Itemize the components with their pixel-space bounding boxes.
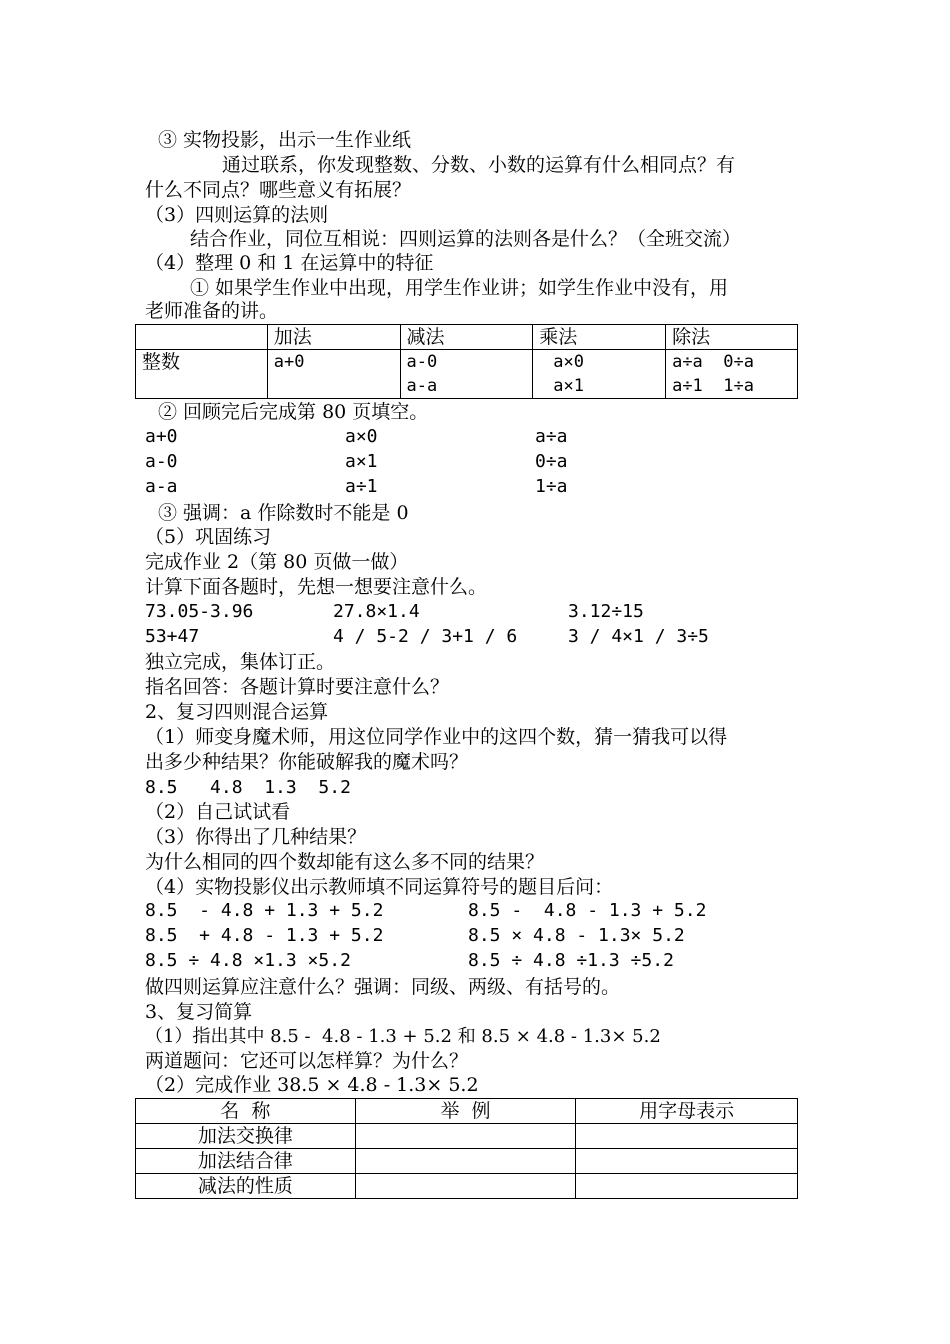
text-line: 什么不同点？哪些意义有拓展？ <box>145 179 412 201</box>
table-header-cell <box>136 325 268 350</box>
mixed-item: 8.5 + 4.8 - 1.3 + 5.2 <box>145 925 384 946</box>
text-line: 两道题问：它还可以怎样算？为什么？ <box>145 1050 469 1072</box>
table-cell <box>576 1149 798 1174</box>
section-heading: （5）巩固练习 <box>145 526 272 548</box>
text-line: 结合作业，同位互相说：四则运算的法则各是什么？（全班交流） <box>190 228 742 250</box>
law-name-cell: 减法的性质 <box>136 1174 356 1199</box>
fill-item: a-a <box>145 476 178 497</box>
section-heading: （4）整理 0 和 1 在运算中的特征 <box>145 252 434 274</box>
table-cell: a+0 <box>267 350 400 399</box>
text-line: （2）完成作业 38.5 × 4.8 - 1.3× 5.2 <box>145 1074 479 1096</box>
fill-item: a÷a <box>535 426 568 447</box>
section-heading: 2、复习四则混合运算 <box>145 701 329 723</box>
mixed-item: 8.5 × 4.8 - 1.3× 5.2 <box>468 925 685 946</box>
text-line: 计算下面各题时，先想一想要注意什么。 <box>145 576 488 598</box>
fill-item: 1÷a <box>535 476 568 497</box>
text-line: ① 如果学生作业中出现，用学生作业讲；如学生作业中没有，用 <box>190 277 729 299</box>
text-line: 完成作业 2（第 80 页做一做） <box>145 551 409 573</box>
section-heading: 3、复习简算 <box>145 1001 253 1023</box>
table-header-cell: 加法 <box>267 325 400 350</box>
law-name-cell: 加法结合律 <box>136 1149 356 1174</box>
practice-item: 3 / 4×1 / 3÷5 <box>568 626 709 647</box>
mixed-item: 8.5 - 4.8 + 1.3 + 5.2 <box>145 900 384 921</box>
mixed-item: 8.5 ÷ 4.8 ÷1.3 ÷5.2 <box>468 950 674 971</box>
fill-item: a×1 <box>345 451 378 472</box>
table-header-cell: 用字母表示 <box>576 1099 798 1124</box>
table-header-cell: 乘法 <box>533 325 666 350</box>
fill-item: a-0 <box>145 451 178 472</box>
fill-item: a÷1 <box>345 476 378 497</box>
section-heading: （3）四则运算的法则 <box>145 204 329 226</box>
text-line: （2）自己试试看 <box>145 801 291 823</box>
text-line: （4）实物投影仪出示教师填不同运算符号的题目后问： <box>145 876 614 898</box>
text-line: 做四则运算应注意什么？强调：同级、两级、有括号的。 <box>145 976 621 998</box>
table-header-cell: 除法 <box>666 325 798 350</box>
table-cell <box>576 1174 798 1199</box>
table-cell <box>355 1124 576 1149</box>
practice-item: 27.8×1.4 <box>333 601 420 622</box>
table-cell: a-0 a-a <box>400 350 533 399</box>
table-cell: a×0 a×1 <box>533 350 666 399</box>
table-header-cell: 减法 <box>400 325 533 350</box>
text-line: 为什么相同的四个数却能有这么多不同的结果？ <box>145 851 545 873</box>
table-header-cell: 名 称 <box>136 1099 356 1124</box>
fill-item: a×0 <box>345 426 378 447</box>
table-cell <box>355 1149 576 1174</box>
text-line: （1）指出其中 8.5 - 4.8 - 1.3 + 5.2 和 8.5 × 4.8 - 1.3× 5.2 <box>145 1026 661 1047</box>
mixed-item: 8.5 ÷ 4.8 ×1.3 ×5.2 <box>145 950 351 971</box>
practice-item: 3.12÷15 <box>568 601 644 622</box>
table-row <box>136 1174 798 1199</box>
text-line: 通过联系，你发现整数、分数、小数的运算有什么相同点？有 <box>222 154 736 176</box>
text-line: ② 回顾完后完成第 80 页填空。 <box>158 401 429 423</box>
text-line: （1）师变身魔术师，用这位同学作业中的这四个数，猜一猜我可以得 <box>145 726 728 748</box>
table-cell <box>576 1124 798 1149</box>
table-cell: a÷a 0÷a a÷1 1÷a <box>666 350 798 399</box>
fill-item: 0÷a <box>535 451 568 472</box>
mixed-item: 8.5 - 4.8 - 1.3 + 5.2 <box>468 900 707 921</box>
table-row <box>136 1149 798 1174</box>
text-line: 出多少种结果？你能破解我的魔术吗？ <box>145 751 469 773</box>
text-line: 独立完成，集体订正。 <box>145 651 336 673</box>
operations-table <box>135 324 798 399</box>
table-cell <box>355 1174 576 1199</box>
table-row <box>136 1124 798 1149</box>
table-header-cell: 举 例 <box>355 1099 576 1124</box>
text-line: ③ 实物投影，出示一生作业纸 <box>158 129 412 151</box>
text-line: （3）你得出了几种结果？ <box>145 826 367 848</box>
table-row-label: 整数 <box>136 350 268 399</box>
text-line: ③ 强调：a 作除数时不能是 0 <box>158 502 409 524</box>
practice-item: 73.05-3.96 <box>145 601 254 622</box>
text-line: 指名回答：各题计算时要注意什么？ <box>145 676 450 698</box>
laws-table <box>135 1098 798 1199</box>
numbers-line: 8.5 4.8 1.3 5.2 <box>145 777 351 798</box>
fill-item: a+0 <box>145 426 178 447</box>
practice-item: 53+47 <box>145 626 200 647</box>
text-line: 老师准备的讲。 <box>145 300 279 322</box>
practice-item: 4 / 5-2 / 3+1 / 6 <box>333 626 518 647</box>
law-name-cell: 加法交换律 <box>136 1124 356 1149</box>
